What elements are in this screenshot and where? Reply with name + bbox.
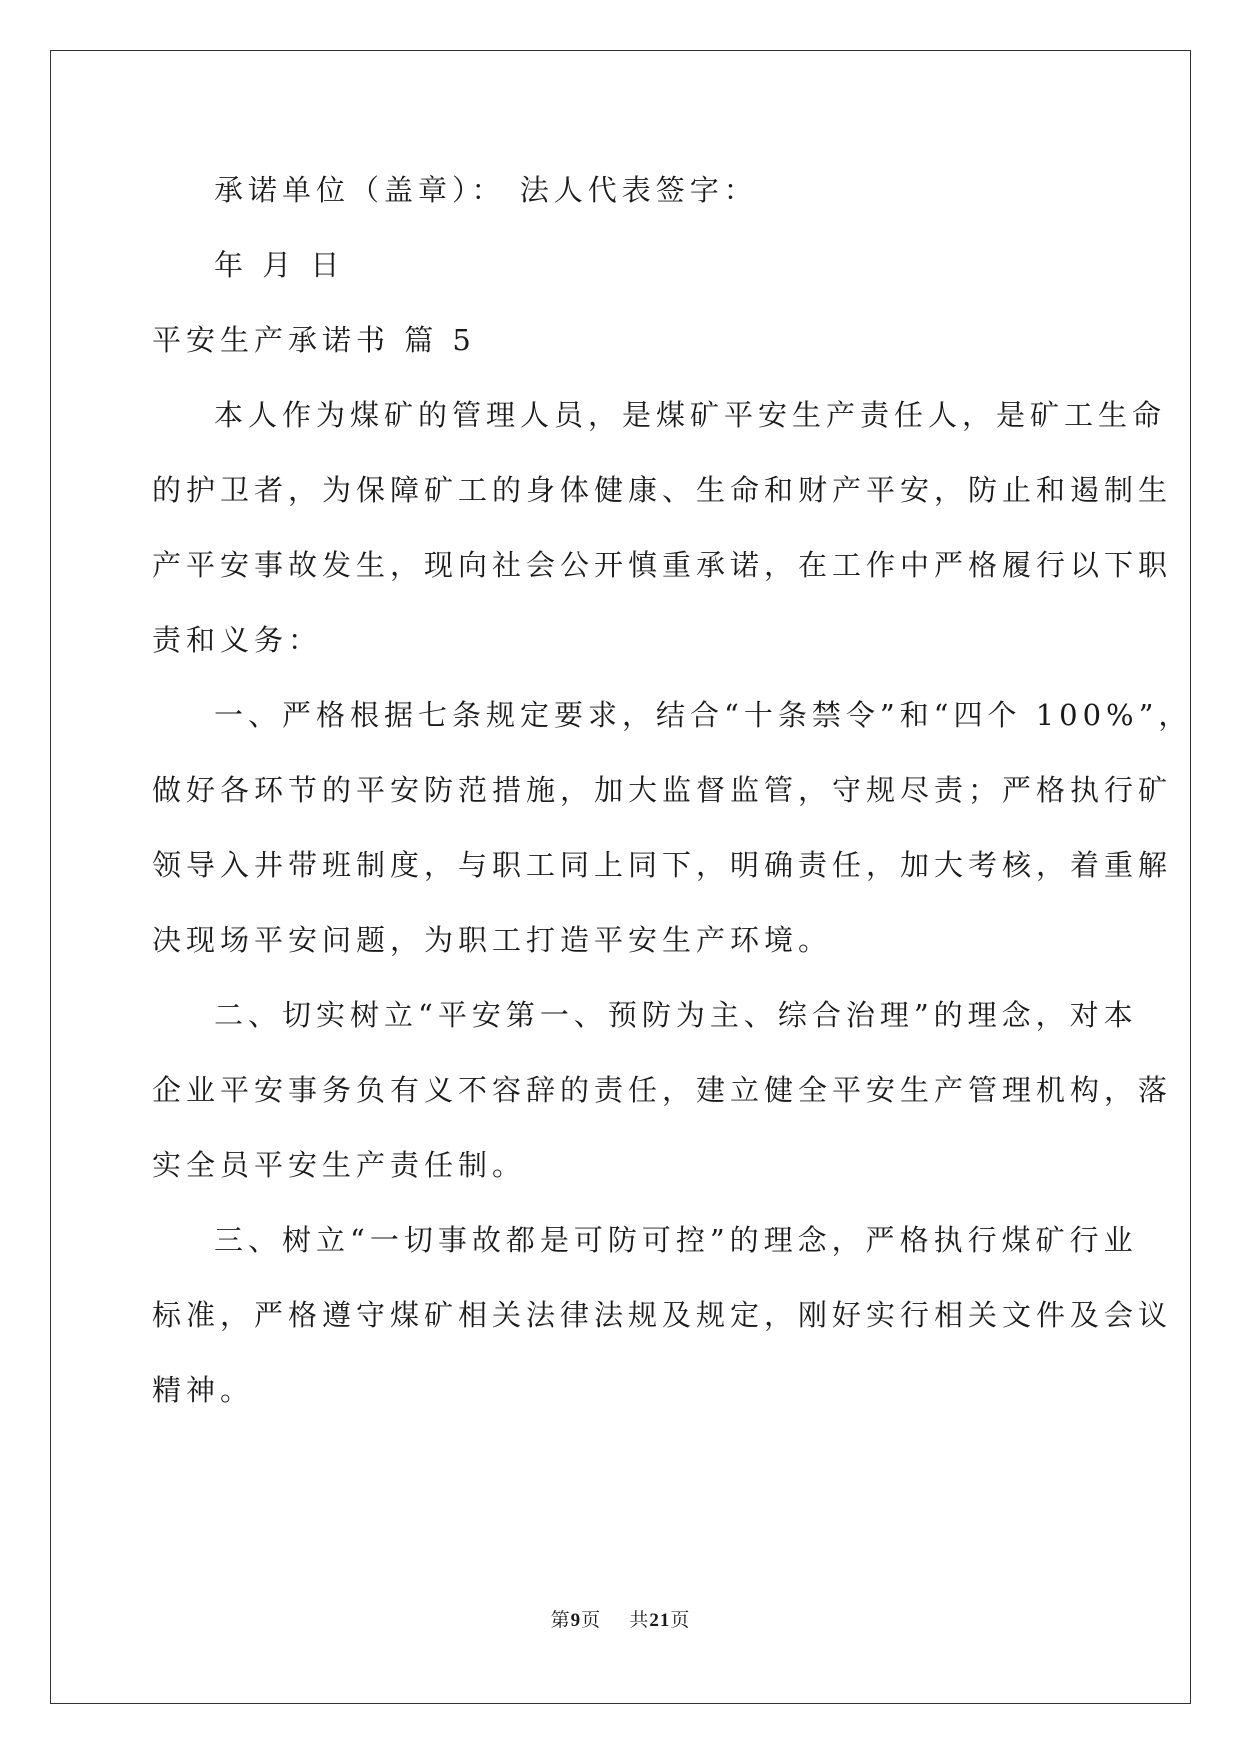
date-line: 年 月 日 bbox=[214, 248, 345, 282]
page-mid-text: 页 共 bbox=[581, 1609, 650, 1631]
paragraph-3-line-2: 企业平安事务负有义不容辞的责任，建立健全平安生产管理机构，落 bbox=[152, 1073, 1173, 1107]
paragraph-4-line-2: 标准，严格遵守煤矿相关法律法规及规定，刚好实行相关文件及会议 bbox=[152, 1298, 1173, 1332]
paragraph-2-line-3: 领导入井带班制度，与职工同上同下，明确责任，加大考核，着重解 bbox=[152, 848, 1173, 882]
total-page-number: 21 bbox=[649, 1610, 671, 1631]
page-suffix: 页 bbox=[670, 1609, 691, 1631]
paragraph-1-line-1: 本人作为煤矿的管理人员，是煤矿平安生产责任人，是矿工生命 bbox=[214, 398, 1167, 432]
paragraph-3-line-3: 实全员平安生产责任制。 bbox=[152, 1148, 527, 1182]
paragraph-2-line-2: 做好各环节的平安防范措施，加大监督监管，守规尽责；严格执行矿 bbox=[152, 773, 1173, 807]
paragraph-4-line-1: 三、树立“一切事故都是可防可控”的理念，严格执行煤矿行业 bbox=[214, 1223, 1138, 1257]
paragraph-3-line-1: 二、切实树立“平安第一、预防为主、综合治理”的理念，对本 bbox=[214, 998, 1138, 1032]
page-prefix: 第 bbox=[550, 1609, 571, 1631]
paragraph-1-line-3: 产平安事故发生，现向社会公开慎重承诺，在工作中严格履行以下职 bbox=[152, 548, 1173, 582]
paragraph-4-line-3: 精神。 bbox=[152, 1373, 255, 1407]
paragraph-1-line-4: 责和义务： bbox=[152, 623, 323, 657]
seal-signature-line: 承诺单位（盖章）： 法人代表签字： bbox=[214, 173, 758, 207]
current-page-number: 9 bbox=[570, 1610, 582, 1631]
paragraph-1-line-2: 的护卫者，为保障矿工的身体健康、生命和财产平安，防止和遏制生 bbox=[152, 473, 1173, 507]
paragraph-2-line-4: 决现场平安问题，为职工打造平安生产环境。 bbox=[152, 923, 833, 957]
page-number-footer bbox=[0, 1605, 1241, 1632]
section-heading: 平安生产承诺书 篇 5 bbox=[152, 323, 476, 357]
paragraph-2-line-1: 一、严格根据七条规定要求，结合“十条禁令”和“四个 100%”， bbox=[214, 698, 1193, 732]
